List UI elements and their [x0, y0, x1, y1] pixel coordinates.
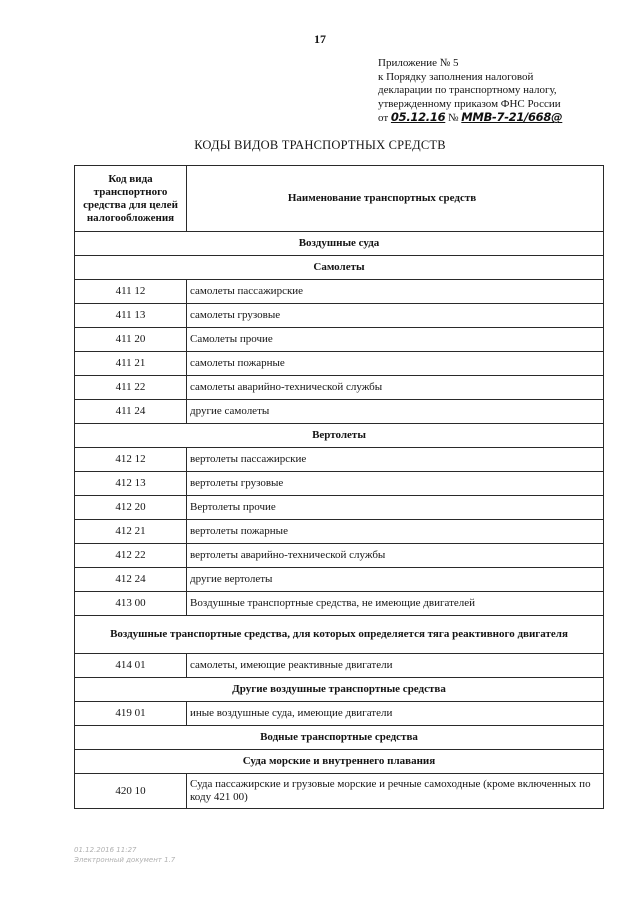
- number-label: №: [448, 112, 459, 125]
- vehicle-name: другие вертолеты: [187, 568, 604, 592]
- section-row: [75, 750, 604, 774]
- vehicle-name: Суда пассажирские и грузовые морские и речные самоходные (кроме включенных по коду 421 00): [187, 774, 604, 809]
- table-row: [75, 654, 604, 678]
- vehicle-name: вертолеты пассажирские: [187, 448, 604, 472]
- vehicle-code: 420 10: [75, 774, 187, 809]
- vehicle-name: иные воздушные суда, имеющие двигатели: [187, 702, 604, 726]
- vehicle-name: самолеты пожарные: [187, 352, 604, 376]
- vehicle-code: 411 20: [75, 328, 187, 352]
- table-row: [75, 568, 604, 592]
- footer-stamp: [74, 845, 175, 865]
- table-row: [75, 376, 604, 400]
- vehicle-name: другие самолеты: [187, 400, 604, 424]
- section-row: [75, 232, 604, 256]
- vehicle-name: самолеты, имеющие реактивные двигатели: [187, 654, 604, 678]
- table-row: [75, 448, 604, 472]
- appendix-line-4: утвержденному приказом ФНС России: [378, 97, 561, 110]
- section-row: [75, 726, 604, 750]
- handwritten-date: 05.12.16: [390, 110, 446, 125]
- vehicle-name: самолеты пассажирские: [187, 280, 604, 304]
- header-name: Наименование транспортных средств: [187, 166, 604, 232]
- appendix-line-1: Приложение № 5: [378, 57, 459, 69]
- vehicle-code: 412 12: [75, 448, 187, 472]
- header-code: Код вида транспортного средства для целей налогообложения: [75, 166, 187, 232]
- section-title: Водные транспортные средства: [75, 726, 604, 750]
- vehicle-name: Вертолеты прочие: [187, 496, 604, 520]
- vehicle-code: 413 00: [75, 592, 187, 616]
- vehicle-code: 419 01: [75, 702, 187, 726]
- section-row: [75, 424, 604, 448]
- vehicle-name: вертолеты грузовые: [187, 472, 604, 496]
- table-body: [75, 232, 604, 809]
- table-row: [75, 304, 604, 328]
- footer-stamp-line-2: Электронный документ 1.7: [74, 856, 176, 864]
- section-title: Самолеты: [75, 256, 604, 280]
- section-row: [75, 678, 604, 702]
- vehicle-name: Воздушные транспортные средства, не имеющие двигателей: [187, 592, 604, 616]
- table-row: [75, 352, 604, 376]
- appendix-line-3: декларации по транспортному налогу,: [378, 84, 557, 97]
- vehicle-code: 411 13: [75, 304, 187, 328]
- footer-stamp-line-1: 01.12.2016 11:27: [74, 846, 137, 854]
- section-title: Воздушные суда: [75, 232, 604, 256]
- table-row: [75, 472, 604, 496]
- vehicle-code: 414 01: [75, 654, 187, 678]
- vehicle-name: вертолеты аварийно-технической службы: [187, 544, 604, 568]
- table-row: [75, 544, 604, 568]
- vehicle-code: 412 21: [75, 520, 187, 544]
- vehicle-name: самолеты аварийно-технической службы: [187, 376, 604, 400]
- page-number: 17: [314, 32, 326, 46]
- appendix-line-2: к Порядку заполнения налоговой: [378, 70, 534, 83]
- vehicle-name: Самолеты прочие: [187, 328, 604, 352]
- table-row: [75, 328, 604, 352]
- document-title: КОДЫ ВИДОВ ТРАНСПОРТНЫХ СРЕДСТВ: [194, 138, 446, 152]
- vehicle-code: 412 20: [75, 496, 187, 520]
- vehicle-codes-table: [74, 165, 604, 809]
- appendix-block: [378, 57, 618, 126]
- vehicle-code: 412 22: [75, 544, 187, 568]
- table-row: [75, 702, 604, 726]
- vehicle-name: вертолеты пожарные: [187, 520, 604, 544]
- vehicle-code: 411 12: [75, 280, 187, 304]
- section-title: Вертолеты: [75, 424, 604, 448]
- table-header-row: [75, 166, 604, 232]
- vehicle-code: 412 13: [75, 472, 187, 496]
- section-title: Суда морские и внутреннего плавания: [75, 750, 604, 774]
- table-row: [75, 592, 604, 616]
- vehicle-name: самолеты грузовые: [187, 304, 604, 328]
- section-title: Другие воздушные транспортные средства: [75, 678, 604, 702]
- vehicle-code: 412 24: [75, 568, 187, 592]
- vehicle-code: 411 24: [75, 400, 187, 424]
- section-title: Воздушные транспортные средства, для которых определяется тяга реактивного двигателя: [75, 616, 604, 654]
- table-row: [75, 280, 604, 304]
- vehicle-code: 411 22: [75, 376, 187, 400]
- section-row: [75, 616, 604, 654]
- vehicle-code: 411 21: [75, 352, 187, 376]
- table-row: [75, 774, 604, 809]
- table-row: [75, 400, 604, 424]
- handwritten-order-number: ММВ-7-21/668@: [461, 110, 563, 125]
- table-row: [75, 520, 604, 544]
- section-row: [75, 256, 604, 280]
- table-row: [75, 496, 604, 520]
- appendix-line-5: [378, 111, 618, 126]
- from-label: от: [378, 112, 389, 125]
